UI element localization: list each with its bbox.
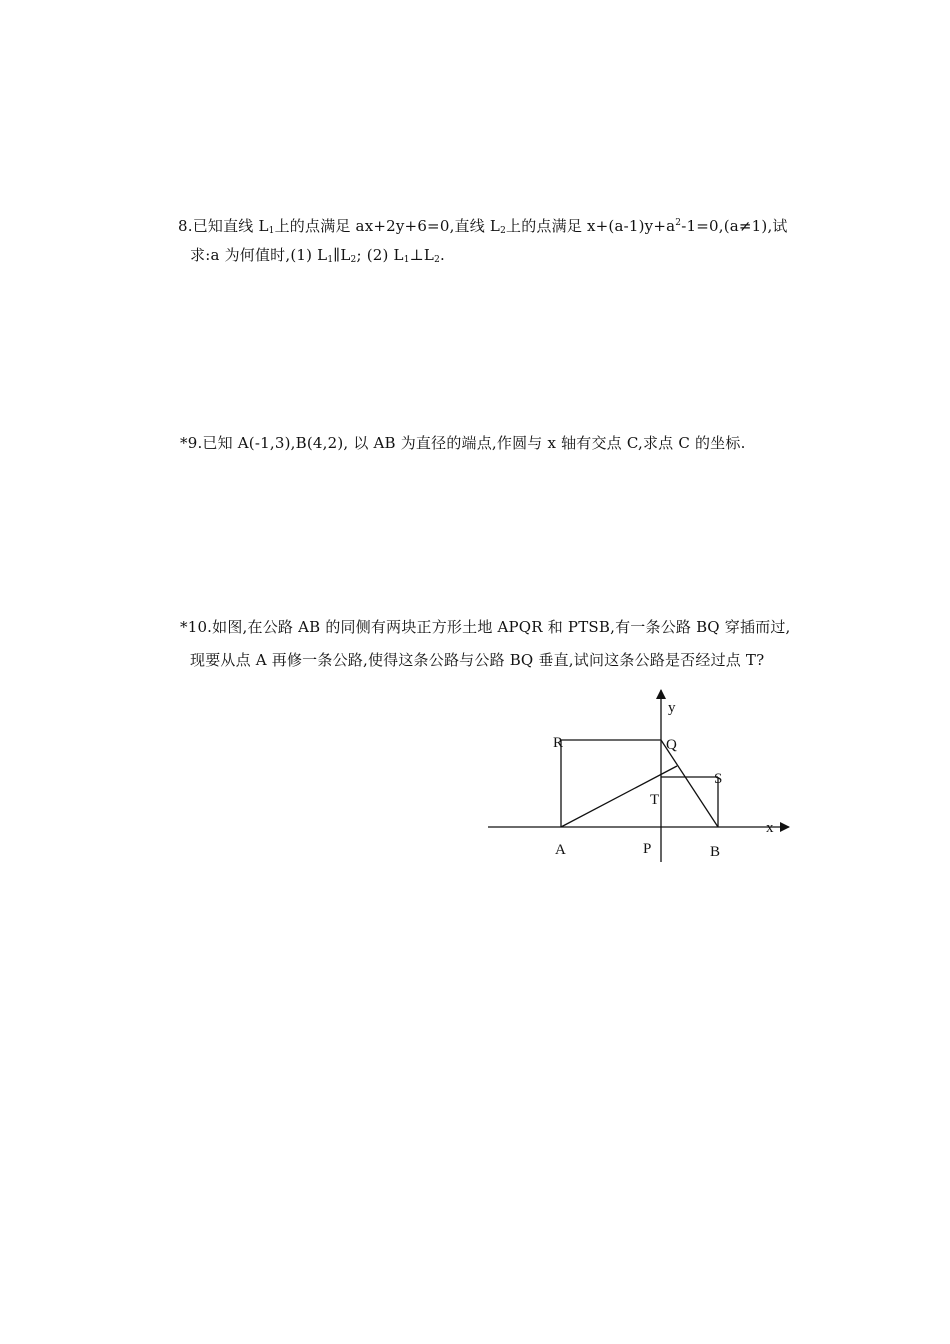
label-B: B xyxy=(710,844,721,860)
label-y: y xyxy=(668,700,676,716)
problem-10-line-1: *10.如图,在公路 AB 的同侧有两块正方形土地 APQR 和 PTSB,有一条公路 BQ 穿插而过, xyxy=(180,618,791,636)
problem-8-line-2: 求:a 为何值时,(1) $L_1\parallel L_2$; (2) $L_1\perp L_2$. xyxy=(190,246,445,265)
label-P: P xyxy=(643,841,652,857)
label-x: x xyxy=(766,820,774,836)
label-Q: Q xyxy=(666,737,677,753)
road-from-A xyxy=(561,766,677,827)
label-R: R xyxy=(553,735,564,751)
problem-9-text: *9.已知 A(-1,3),B(4,2), 以 AB 为直径的端点,作圆与 x 轴有交点 C,求点 C 的坐标. xyxy=(180,434,746,452)
label-A: A xyxy=(555,842,566,858)
label-T: T xyxy=(650,792,660,808)
label-S: S xyxy=(714,771,723,787)
road-BQ xyxy=(661,740,718,827)
problem-10-line-2: 现要从点 A 再修一条公路,使得这条公路与公路 BQ 垂直,试问这条公路是否经过点 T? xyxy=(190,651,765,669)
problem-8-line-1: 8.已知直线 $L_1$上的点满足 ax+2y+6=0,直线 $L_2$上的点满足 $x+(a-1)y+a^2-1=0,(a\ne 1)$,试 xyxy=(178,217,788,236)
